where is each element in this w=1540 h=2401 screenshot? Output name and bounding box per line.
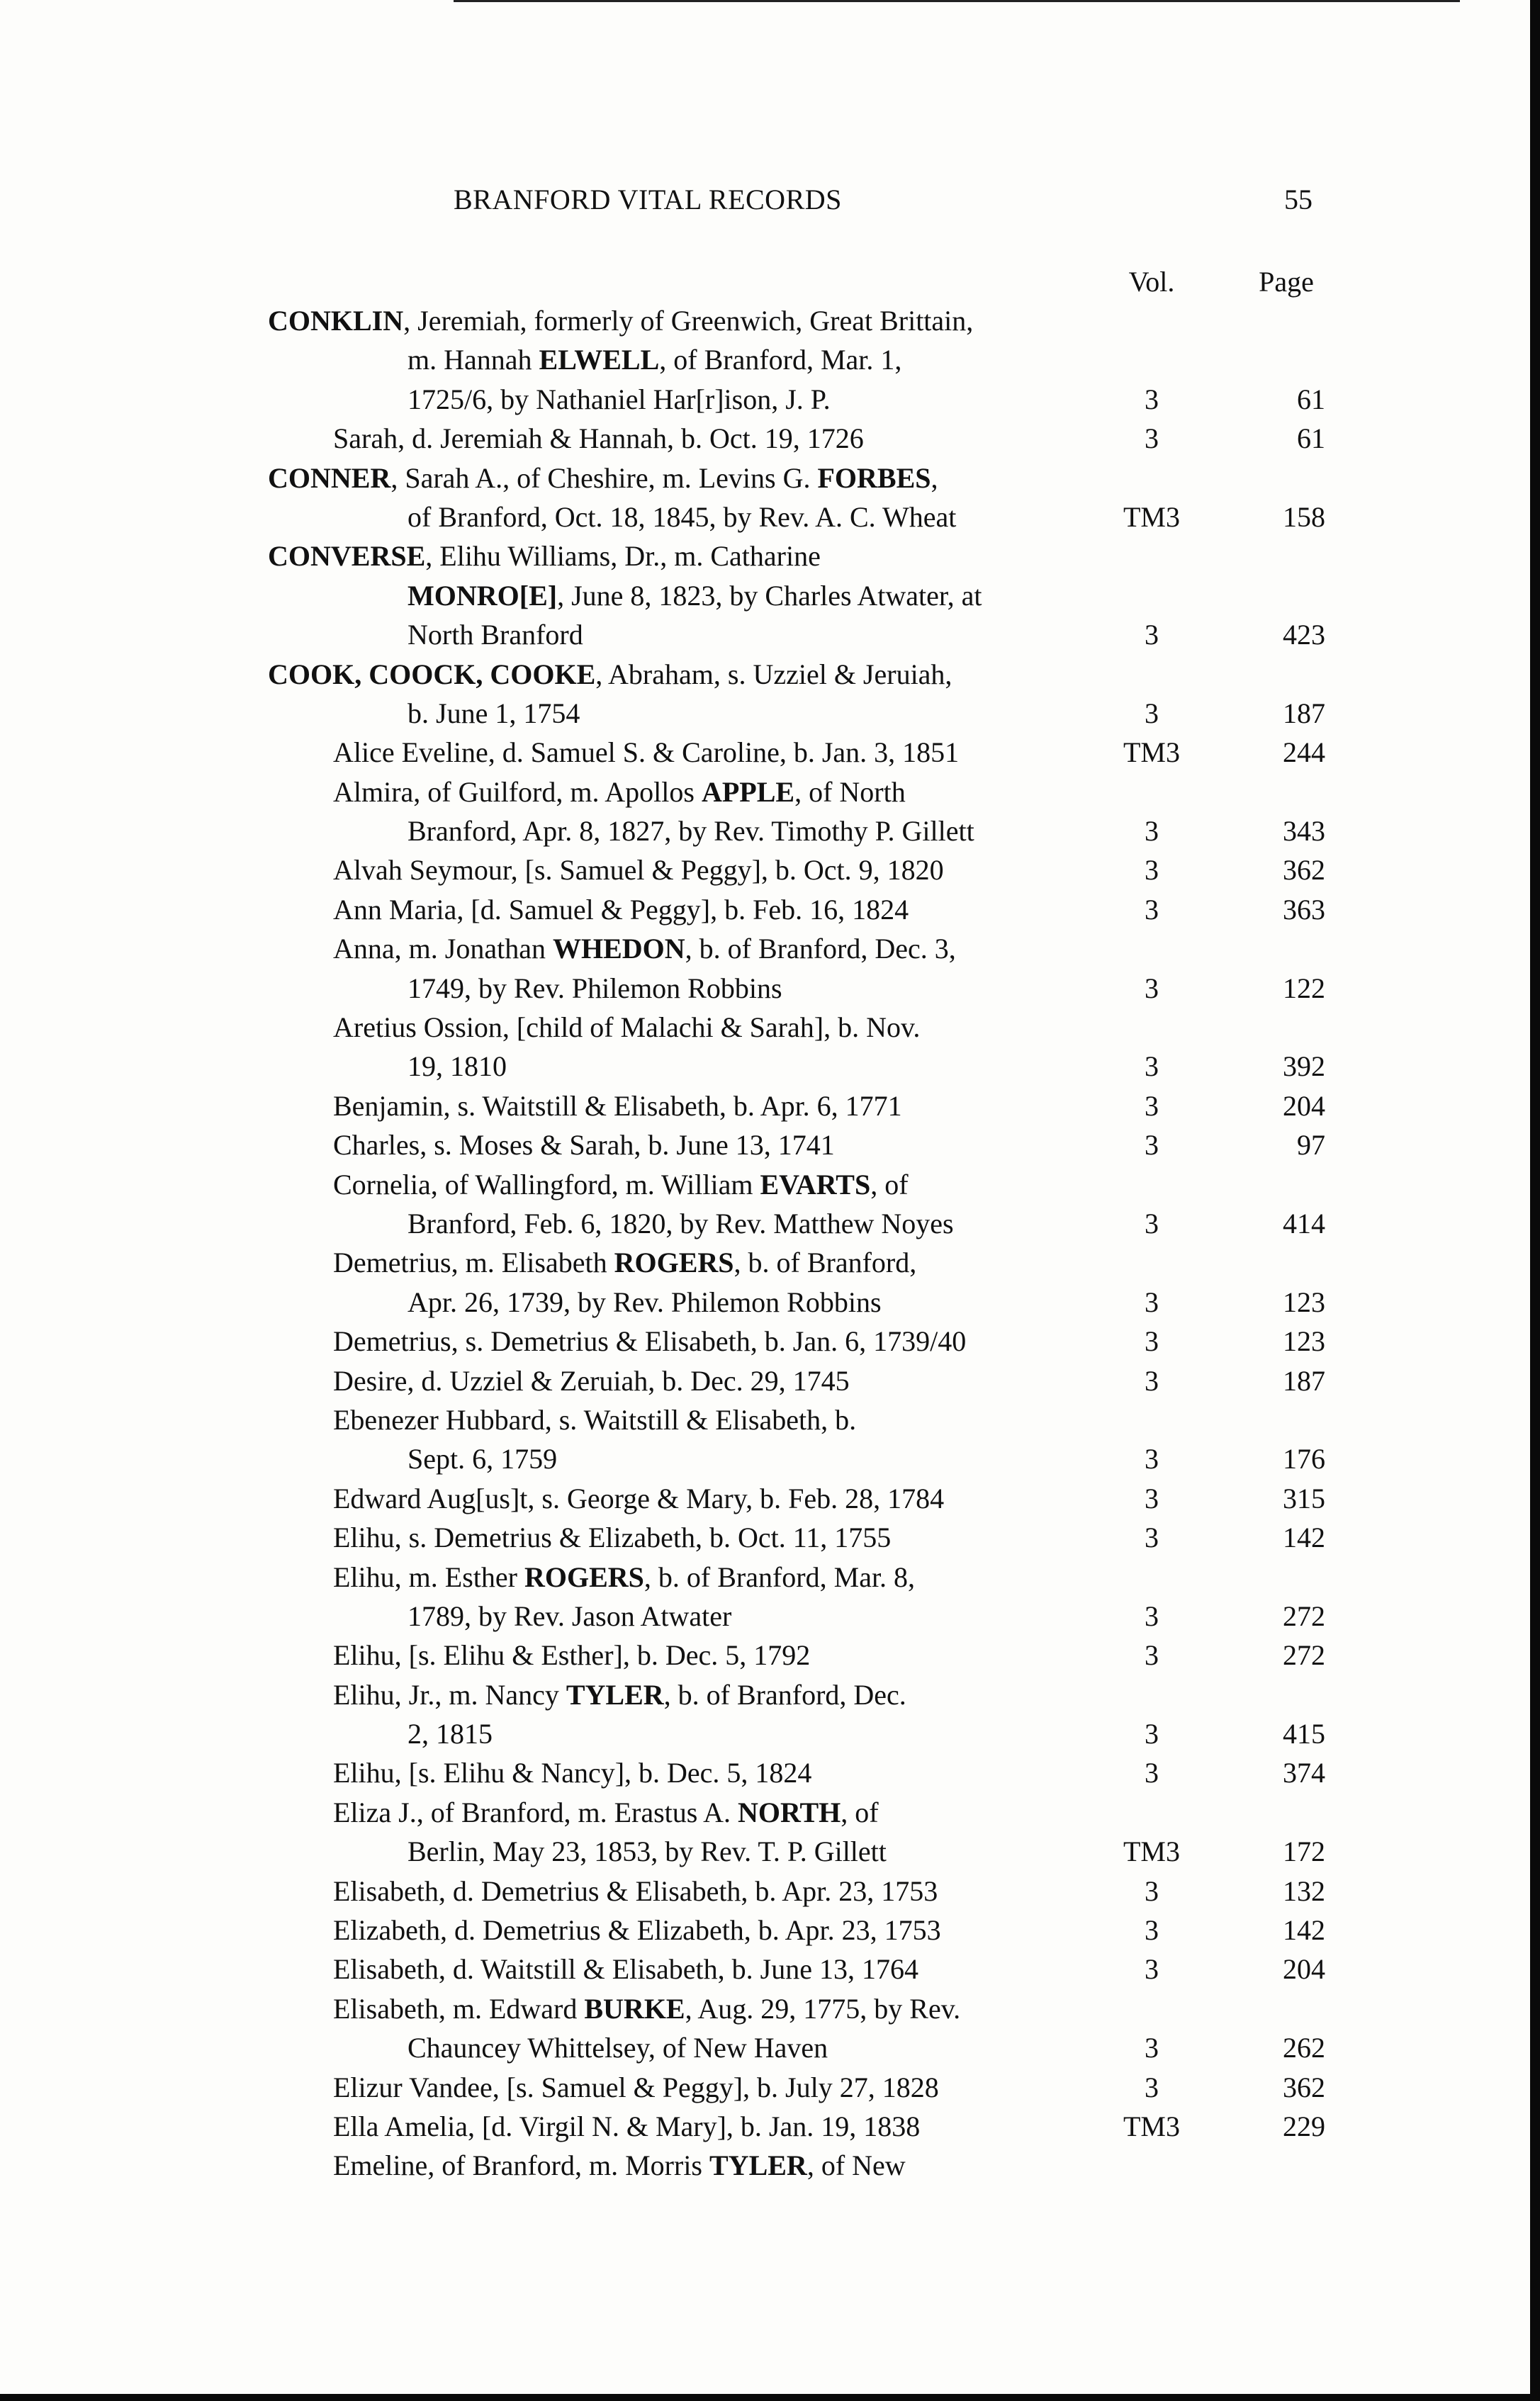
record-segment: m. Hannah bbox=[408, 344, 539, 376]
record-entry bbox=[0, 1872, 1540, 1911]
record-text bbox=[408, 1283, 882, 1322]
record-segment: Alice Eveline, d. Samuel S. & Caroline, b. Jan. 3, 1851 bbox=[333, 736, 960, 769]
record-line bbox=[0, 2028, 1540, 2067]
record-text bbox=[408, 811, 974, 850]
record-segment: Ella Amelia, [d. Virgil N. & Mary], b. Jan. 19, 1838 bbox=[333, 2110, 921, 2142]
record-text bbox=[333, 2107, 920, 2146]
surname: NORTH bbox=[738, 1796, 841, 1828]
record-entry bbox=[0, 2146, 1540, 2185]
volume-ref: 3 bbox=[1145, 1522, 1159, 1554]
record-line bbox=[0, 1400, 1540, 1439]
record-text bbox=[333, 1400, 856, 1439]
page-ref: 172 bbox=[1283, 1835, 1325, 1868]
page-header bbox=[0, 183, 1540, 225]
surname: FORBES bbox=[817, 461, 931, 494]
record-segment: North Branford bbox=[408, 619, 583, 651]
record-text bbox=[333, 772, 906, 811]
record-segment: Alvah Seymour, [s. Samuel & Peggy], b. Oct. 9, 1820 bbox=[333, 854, 944, 887]
record-entry bbox=[0, 1793, 1540, 1872]
record-text bbox=[408, 576, 982, 615]
record-segment: of Branford, Oct. 18, 1845, by Rev. A. C. Wheat bbox=[408, 500, 957, 533]
record-segment: Elihu, [s. Elihu & Nancy], b. Dec. 5, 1824 bbox=[333, 1757, 812, 1789]
volume-ref: TM3 bbox=[1123, 1835, 1180, 1868]
record-entry bbox=[0, 1558, 1540, 1636]
record-text bbox=[333, 1989, 960, 2028]
record-segment: , June 8, 1823, by Charles Atwater, at bbox=[557, 579, 982, 612]
record-text bbox=[333, 850, 944, 889]
record-line bbox=[0, 536, 1540, 575]
page-ref: 374 bbox=[1283, 1757, 1325, 1789]
surname: ELWELL bbox=[539, 344, 660, 376]
page-ref: 61 bbox=[1297, 383, 1325, 415]
record-entry bbox=[0, 1086, 1540, 1125]
record-entry bbox=[0, 1361, 1540, 1400]
volume-ref: 3 bbox=[1145, 1953, 1159, 1986]
volume-ref: 3 bbox=[1145, 1286, 1159, 1318]
record-line bbox=[0, 380, 1540, 419]
surname: TYLER bbox=[566, 1678, 664, 1711]
record-entry bbox=[0, 733, 1540, 772]
page-ref: 123 bbox=[1283, 1325, 1325, 1358]
top-rule bbox=[454, 0, 1460, 2]
record-text bbox=[333, 733, 959, 772]
record-line bbox=[0, 615, 1540, 654]
record-line bbox=[0, 733, 1540, 772]
record-line bbox=[0, 576, 1540, 615]
surname: EVARTS bbox=[760, 1168, 871, 1200]
record-line bbox=[0, 850, 1540, 889]
record-line bbox=[0, 2068, 1540, 2107]
record-text bbox=[333, 1558, 915, 1597]
record-segment: Sept. 6, 1759 bbox=[408, 1443, 558, 1475]
page-ref: 204 bbox=[1283, 1953, 1325, 1986]
surname: WHEDON bbox=[552, 933, 685, 965]
volume-ref: 3 bbox=[1145, 1914, 1159, 1946]
volume-ref: TM3 bbox=[1123, 2110, 1180, 2142]
record-segment: Elihu, Jr., m. Nancy bbox=[333, 1678, 566, 1711]
record-line bbox=[0, 1479, 1540, 1518]
volume-ref: TM3 bbox=[1123, 500, 1180, 533]
record-list bbox=[0, 301, 1540, 2186]
record-segment: Ann Maria, [d. Samuel & Peggy], b. Feb. 16, 1824 bbox=[333, 893, 909, 926]
volume-ref: 3 bbox=[1145, 697, 1159, 729]
record-segment: , of bbox=[841, 1796, 879, 1828]
record-line bbox=[0, 1047, 1540, 1086]
page-ref: 272 bbox=[1283, 1599, 1325, 1632]
record-line bbox=[0, 1008, 1540, 1047]
record-text bbox=[333, 1243, 916, 1282]
record-segment: Sarah, d. Jeremiah & Hannah, b. Oct. 19, 1726 bbox=[333, 422, 864, 455]
record-segment: Emeline, of Branford, m. Morris bbox=[333, 2149, 709, 2182]
record-text bbox=[268, 655, 952, 694]
record-segment: , Abraham, s. Uzziel & Jeruiah, bbox=[595, 658, 952, 690]
record-entry bbox=[0, 2068, 1540, 2107]
volume-ref: 3 bbox=[1145, 1207, 1159, 1239]
record-text bbox=[408, 1204, 954, 1243]
volume-ref: 3 bbox=[1145, 1757, 1159, 1789]
running-head: BRANFORD VITAL RECORDS bbox=[454, 184, 842, 215]
record-text bbox=[333, 1361, 850, 1400]
record-text bbox=[333, 890, 909, 929]
volume-ref: 3 bbox=[1145, 422, 1159, 455]
volume-ref: 3 bbox=[1145, 1325, 1159, 1358]
volume-ref: 3 bbox=[1145, 2071, 1159, 2103]
volume-ref: 3 bbox=[1145, 1482, 1159, 1514]
page-ref: 158 bbox=[1283, 500, 1325, 533]
record-segment: 1789, by Rev. Jason Atwater bbox=[408, 1599, 732, 1632]
record-text bbox=[408, 615, 583, 654]
record-text bbox=[333, 1911, 941, 1950]
record-text bbox=[408, 1832, 887, 1871]
record-text bbox=[408, 2028, 828, 2067]
record-segment: Cornelia, of Wallingford, m. William bbox=[333, 1168, 760, 1200]
record-text bbox=[268, 301, 973, 340]
record-text bbox=[408, 694, 580, 733]
record-line bbox=[0, 1714, 1540, 1753]
record-entry bbox=[0, 772, 1540, 851]
record-entry bbox=[0, 459, 1540, 537]
page-ref: 244 bbox=[1283, 736, 1325, 769]
record-segment: Elisabeth, d. Demetrius & Elisabeth, b. Apr. 23, 1753 bbox=[333, 1874, 938, 1907]
record-segment: Desire, d. Uzziel & Zeruiah, b. Dec. 29, 1745 bbox=[333, 1364, 850, 1397]
record-line bbox=[0, 340, 1540, 379]
record-text bbox=[333, 1675, 906, 1714]
record-segment: , Sarah A., of Cheshire, m. Levins G. bbox=[390, 461, 818, 494]
record-entry bbox=[0, 1243, 1540, 1322]
record-line bbox=[0, 1636, 1540, 1675]
surname: MONRO[E] bbox=[408, 579, 558, 612]
record-text bbox=[333, 1322, 966, 1361]
page-ref: 423 bbox=[1283, 619, 1325, 651]
record-line bbox=[0, 1989, 1540, 2028]
record-line bbox=[0, 772, 1540, 811]
page-ref: 363 bbox=[1283, 893, 1325, 926]
record-segment: , b. of Branford, Mar. 8, bbox=[643, 1561, 916, 1593]
record-segment: , bbox=[931, 461, 938, 494]
record-text bbox=[408, 340, 901, 379]
record-segment: , of Branford, Mar. 1, bbox=[659, 344, 902, 376]
record-entry bbox=[0, 1636, 1540, 1675]
page-ref: 187 bbox=[1283, 697, 1325, 729]
record-line bbox=[0, 301, 1540, 340]
record-segment: , b. of Branford, Dec. 3, bbox=[685, 933, 956, 965]
record-segment: 2, 1815 bbox=[408, 1718, 493, 1750]
record-text bbox=[333, 1793, 879, 1832]
scan-edge-bottom bbox=[0, 2394, 1540, 2401]
record-entry bbox=[0, 850, 1540, 889]
record-line bbox=[0, 1518, 1540, 1557]
record-text bbox=[333, 1165, 909, 1204]
record-segment: Apr. 26, 1739, by Rev. Philemon Robbins bbox=[408, 1286, 882, 1318]
record-entry bbox=[0, 1165, 1540, 1244]
record-line bbox=[0, 1322, 1540, 1361]
record-line bbox=[0, 969, 1540, 1008]
record-line bbox=[0, 1597, 1540, 1636]
record-entry bbox=[0, 1950, 1540, 1989]
surname: BURKE bbox=[584, 1992, 685, 2025]
record-text bbox=[333, 1950, 918, 1989]
page-ref: 187 bbox=[1283, 1364, 1325, 1397]
record-text bbox=[333, 1636, 810, 1675]
page-ref: 229 bbox=[1283, 2110, 1325, 2142]
record-entry bbox=[0, 1479, 1540, 1518]
page-ref: 272 bbox=[1283, 1639, 1325, 1672]
volume-ref: 3 bbox=[1145, 1639, 1159, 1672]
page-ref: 122 bbox=[1283, 972, 1325, 1004]
record-entry bbox=[0, 890, 1540, 929]
record-text bbox=[408, 969, 782, 1008]
record-line bbox=[0, 2146, 1540, 2185]
record-entry bbox=[0, 1125, 1540, 1164]
page-ref: 415 bbox=[1283, 1718, 1325, 1750]
record-line bbox=[0, 1675, 1540, 1714]
surname: TYLER bbox=[709, 2149, 807, 2182]
record-entry bbox=[0, 419, 1540, 458]
record-segment: 1749, by Rev. Philemon Robbins bbox=[408, 972, 782, 1004]
record-segment: , of North bbox=[794, 775, 906, 808]
record-segment: Elihu, [s. Elihu & Esther], b. Dec. 5, 1792 bbox=[333, 1639, 811, 1672]
record-text bbox=[333, 419, 864, 458]
record-segment: Elizabeth, d. Demetrius & Elizabeth, b. Apr. 23, 1753 bbox=[333, 1914, 941, 1947]
record-text bbox=[268, 459, 938, 497]
record-segment: Berlin, May 23, 1853, by Rev. T. P. Gillett bbox=[408, 1835, 887, 1868]
record-segment: , Jeremiah, formerly of Greenwich, Great Brittain, bbox=[403, 305, 974, 337]
record-line bbox=[0, 1872, 1540, 1911]
record-entry bbox=[0, 1008, 1540, 1086]
record-segment: Ebenezer Hubbard, s. Waitstill & Elisabeth, b. bbox=[333, 1403, 857, 1436]
record-entry bbox=[0, 1753, 1540, 1792]
record-line bbox=[0, 419, 1540, 458]
volume-ref: 3 bbox=[1145, 815, 1159, 848]
record-line bbox=[0, 1832, 1540, 1871]
record-line bbox=[0, 1793, 1540, 1832]
record-segment: , Aug. 29, 1775, by Rev. bbox=[685, 1992, 961, 2025]
page-ref: 392 bbox=[1283, 1050, 1325, 1083]
volume-ref: 3 bbox=[1145, 1089, 1159, 1122]
record-segment: b. June 1, 1754 bbox=[408, 697, 580, 729]
record-text bbox=[333, 1518, 891, 1557]
record-line bbox=[0, 694, 1540, 733]
page-ref: 343 bbox=[1283, 815, 1325, 848]
record-segment: Aretius Ossion, [child of Malachi & Sarah], b. Nov. bbox=[333, 1011, 921, 1044]
record-text bbox=[333, 929, 956, 968]
page-ref: 262 bbox=[1283, 2032, 1325, 2064]
record-entry bbox=[0, 301, 1540, 419]
record-segment: Elihu, s. Demetrius & Elizabeth, b. Oct. 11, 1755 bbox=[333, 1522, 892, 1554]
column-header-page: Page bbox=[1259, 266, 1314, 298]
record-text bbox=[408, 1714, 493, 1753]
page-ref: 142 bbox=[1283, 1914, 1325, 1946]
record-text bbox=[333, 1086, 902, 1125]
volume-ref: 3 bbox=[1145, 1599, 1159, 1632]
record-segment: Demetrius, s. Demetrius & Elisabeth, b. Jan. 6, 1739/40 bbox=[333, 1325, 967, 1358]
record-line bbox=[0, 811, 1540, 850]
record-text bbox=[333, 1125, 835, 1164]
volume-ref: TM3 bbox=[1123, 736, 1180, 769]
record-line bbox=[0, 1753, 1540, 1792]
column-header-vol: Vol. bbox=[1128, 266, 1175, 298]
record-entry bbox=[0, 1322, 1540, 1361]
record-segment: Almira, of Guilford, m. Apollos bbox=[333, 775, 702, 808]
record-segment: 1725/6, by Nathaniel Har[r]ison, J. P. bbox=[408, 383, 831, 415]
surname: CONVERSE bbox=[268, 540, 426, 573]
record-segment: , b. of Branford, bbox=[734, 1247, 917, 1279]
volume-ref: 3 bbox=[1145, 383, 1159, 415]
record-line bbox=[0, 929, 1540, 968]
record-text bbox=[333, 1008, 920, 1047]
page-ref: 123 bbox=[1283, 1286, 1325, 1318]
record-segment: , of bbox=[870, 1168, 909, 1200]
volume-ref: 3 bbox=[1145, 1718, 1159, 1750]
record-entry bbox=[0, 2107, 1540, 2146]
record-entry bbox=[0, 1675, 1540, 1754]
surname: CONKLIN bbox=[268, 305, 404, 337]
record-line bbox=[0, 1558, 1540, 1597]
page-ref: 414 bbox=[1283, 1207, 1325, 1239]
volume-ref: 3 bbox=[1145, 1443, 1159, 1475]
record-line bbox=[0, 890, 1540, 929]
record-line bbox=[0, 497, 1540, 536]
page-ref: 204 bbox=[1283, 1089, 1325, 1122]
record-segment: Anna, m. Jonathan bbox=[333, 933, 553, 965]
record-text bbox=[268, 536, 821, 575]
record-line bbox=[0, 1283, 1540, 1322]
record-entry bbox=[0, 1400, 1540, 1479]
page-ref: 362 bbox=[1283, 2071, 1325, 2103]
page-ref: 362 bbox=[1283, 854, 1325, 887]
record-text bbox=[333, 1479, 944, 1518]
record-text bbox=[408, 497, 956, 536]
volume-ref: 3 bbox=[1145, 1050, 1159, 1083]
record-line bbox=[0, 1911, 1540, 1950]
record-text bbox=[333, 2068, 939, 2107]
record-segment: Elisabeth, m. Edward bbox=[333, 1992, 585, 2025]
volume-ref: 3 bbox=[1145, 854, 1159, 887]
surname: ROGERS bbox=[614, 1247, 734, 1279]
record-line bbox=[0, 1086, 1540, 1125]
page-number: 55 bbox=[1284, 184, 1313, 215]
record-entry bbox=[0, 1518, 1540, 1557]
record-line bbox=[0, 1950, 1540, 1989]
record-line bbox=[0, 1243, 1540, 1282]
record-segment: Branford, Apr. 8, 1827, by Rev. Timothy P. Gillett bbox=[408, 815, 974, 848]
record-segment: Elihu, m. Esther bbox=[333, 1561, 524, 1593]
record-segment: Elisabeth, d. Waitstill & Elisabeth, b. June 13, 1764 bbox=[333, 1953, 918, 1986]
record-segment: Elizur Vandee, [s. Samuel & Peggy], b. July 27, 1828 bbox=[333, 2071, 939, 2103]
record-text bbox=[408, 1439, 557, 1478]
record-line bbox=[0, 1361, 1540, 1400]
record-segment: 19, 1810 bbox=[408, 1050, 507, 1083]
record-entry bbox=[0, 536, 1540, 654]
record-line bbox=[0, 1439, 1540, 1478]
volume-ref: 3 bbox=[1145, 1364, 1159, 1397]
volume-ref: 3 bbox=[1145, 2032, 1159, 2064]
record-entry bbox=[0, 929, 1540, 1008]
volume-ref: 3 bbox=[1145, 1874, 1159, 1907]
record-text bbox=[408, 1597, 731, 1636]
record-line bbox=[0, 459, 1540, 497]
record-text bbox=[408, 380, 831, 419]
volume-ref: 3 bbox=[1145, 972, 1159, 1004]
record-text bbox=[333, 1753, 811, 1792]
surname: COOK, COOCK, COOKE bbox=[268, 658, 596, 690]
record-entry bbox=[0, 1911, 1540, 1950]
record-segment: Chauncey Whittelsey, of New Haven bbox=[408, 2032, 828, 2064]
record-text bbox=[408, 1047, 507, 1086]
record-segment: , Elihu Williams, Dr., m. Catharine bbox=[425, 540, 821, 573]
page-ref: 132 bbox=[1283, 1874, 1325, 1907]
record-segment: Edward Aug[us]t, s. George & Mary, b. Feb. 28, 1784 bbox=[333, 1482, 945, 1514]
record-entry bbox=[0, 1989, 1540, 2068]
record-text bbox=[333, 2146, 906, 2185]
page-ref: 142 bbox=[1283, 1522, 1325, 1554]
record-segment: , b. of Branford, Dec. bbox=[663, 1678, 906, 1711]
page-ref: 315 bbox=[1283, 1482, 1325, 1514]
record-line bbox=[0, 2107, 1540, 2146]
record-line bbox=[0, 1204, 1540, 1243]
page-ref: 61 bbox=[1297, 422, 1325, 455]
volume-ref: 3 bbox=[1145, 619, 1159, 651]
surname: APPLE bbox=[701, 775, 795, 808]
record-segment: Demetrius, m. Elisabeth bbox=[333, 1247, 614, 1279]
record-line bbox=[0, 1125, 1540, 1164]
record-segment: Eliza J., of Branford, m. Erastus A. bbox=[333, 1796, 738, 1828]
record-segment: Branford, Feb. 6, 1820, by Rev. Matthew Noyes bbox=[408, 1207, 954, 1239]
surname: CONNER bbox=[268, 461, 391, 494]
record-segment: , of New bbox=[806, 2149, 906, 2182]
surname: ROGERS bbox=[524, 1561, 644, 1593]
page-ref: 176 bbox=[1283, 1443, 1325, 1475]
record-text bbox=[333, 1872, 938, 1911]
volume-ref: 3 bbox=[1145, 1129, 1159, 1162]
record-line bbox=[0, 655, 1540, 694]
page-ref: 97 bbox=[1297, 1129, 1325, 1162]
record-line bbox=[0, 1165, 1540, 1204]
volume-ref: 3 bbox=[1145, 893, 1159, 926]
record-segment: Charles, s. Moses & Sarah, b. June 13, 1741 bbox=[333, 1129, 835, 1162]
record-entry bbox=[0, 655, 1540, 733]
record-segment: Benjamin, s. Waitstill & Elisabeth, b. Apr. 6, 1771 bbox=[333, 1089, 902, 1122]
